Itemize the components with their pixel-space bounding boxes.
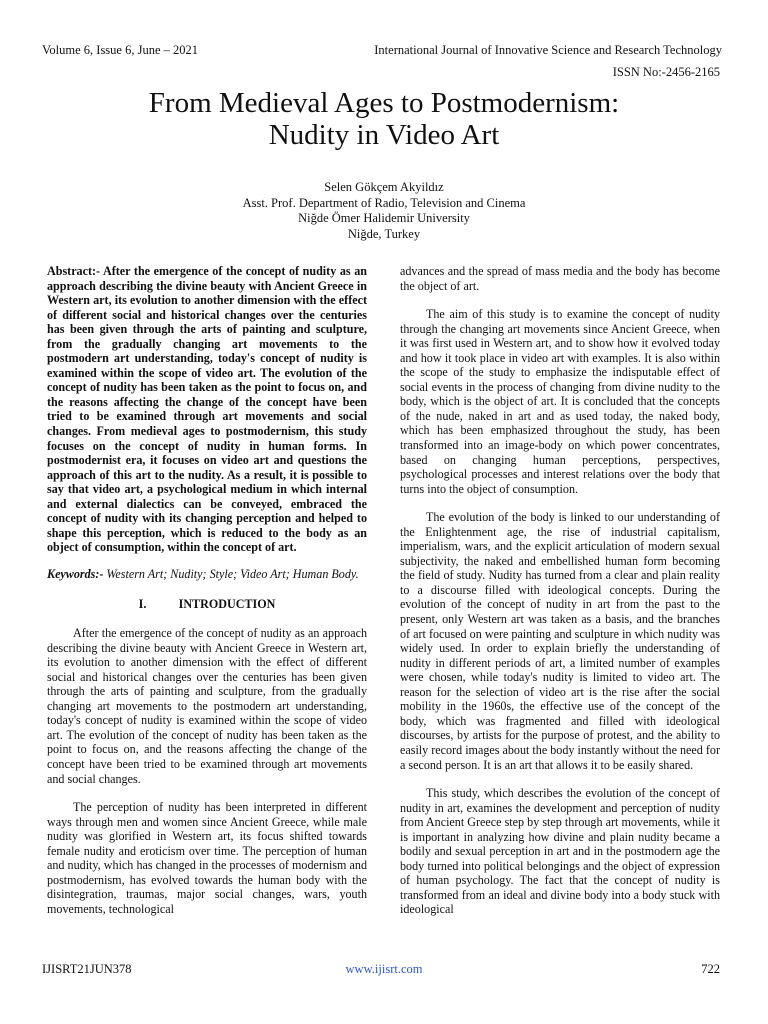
left-column: [47, 264, 367, 916]
journal-volume: Volume 6, Issue 6, June – 2021: [42, 43, 199, 57]
right-column: [400, 264, 720, 917]
keywords: [47, 567, 367, 582]
journal-website-link[interactable]: www.ijisrt.com: [345, 962, 423, 976]
paragraph: The evolution of the body is linked to our understanding of the Enlightenment age, the rise of industrial capitalism, imperialism, wars, and the explicit articulation of modern sexual subjectivity, the naked and embellished human form becoming the field of study. Nudity has turned from a clear and plain reality to a discourse filled with ideological concepts. During the evolution of the concept of nudity in art from the past to the present, only Western art was taken as a basis, and the branches of art focused on were painting and sculpture in which nudity was widely used. In order to explain briefly the understanding of nudity in different periods of art, a limited number of examples were chosen, while today's nudity is limited to video art. The reason for the selection of video art is the rise after the social mobility in the 1960s, the effective use of the concept of the body, which was fragmented and filled with ideological discourses, by artists for the purpose of protest, and the ability to easily record images about the body instantly without the need for a second person. It is an art that allows it to be easily shared.: [400, 510, 720, 772]
keywords-label: Keywords:-: [47, 566, 104, 581]
title-line-1: From Medieval Ages to Postmodernism:: [148, 87, 620, 119]
paragraph: advances and the spread of mass media and the body has become the object of art.: [400, 264, 720, 293]
author-name: Selen Gökçem Akyildız: [324, 180, 444, 194]
page-number: 722: [701, 962, 720, 976]
paper-title: [0, 87, 768, 151]
keywords-text: Western Art; Nudity; Style; Video Art; Human Body.: [103, 566, 359, 581]
issn: ISSN No:-2456-2165: [612, 65, 720, 79]
paper-id: IJISRT21JUN378: [42, 962, 132, 976]
journal-name: International Journal of Innovative Science and Research Technology: [374, 43, 722, 57]
author-position: Asst. Prof. Department of Radio, Television and Cinema: [242, 195, 526, 210]
section-heading: [47, 597, 367, 612]
paragraph: This study, which describes the evolution of the concept of nudity in art, examines the development and perception of nudity from Ancient Greece step by step through art movements, while it is important in analyzing how divine and plain nudity became a bodily and sexual perception in art and in the postmodern age the body turned into political belongings and the object of expression of human psychology. The fact that the concept of nudity is transformed from an ideal and divine body into a body stuck with ideological: [400, 786, 720, 917]
author-block: [0, 180, 768, 242]
paragraph: The aim of this study is to examine the concept of nudity through the changing art movements since Ancient Greece, when it was first used in Western art, and to show how it evolved today and how it took place in video art with examples. It is also within the scope of the study to emphasize the indisputable effect of social events in the process of changing from divine nudity to the body, which is the object of art. It is concluded that the concepts of the nude, naked in art and as used today, the naked body, which has been emphasized throughout the study, has been transformed into an image-body on which power concentrates, based on changing human perceptions, perspectives, psychological processes and interest relations over the body that turns into the object of consumption.: [400, 307, 720, 496]
title-line-2: Nudity in Video Art: [268, 119, 500, 151]
section-title: INTRODUCTION: [178, 597, 276, 612]
paragraph: The perception of nudity has been interpreted in different ways through men and women since Ancient Greece, while male nudity was glorified in Western art, its focus shifted towards female nudity and eroticism over time. The perception of human and nudity, which has changed in the processes of modernism and postmodernism, has evolved towards the human body with the disintegration, traumas, major social changes, wars, youth movements, technological: [47, 800, 367, 916]
author-location: Niğde, Turkey: [347, 226, 421, 241]
paragraph: After the emergence of the concept of nudity as an approach describing the divine beauty with Ancient Greece in Western art, its evolution to another dimension with the effect of different social and historical changes over the centuries has been given through the arts of painting and sculpture, from the gradually changing art movements to the postmodern art understanding, today's concept of nudity is examined within the scope of video art. The evolution of the concept of nudity has been taken as the point to focus on, and the reasons affecting the change of the concept have been tried to be examined through art movements and social changes.: [47, 626, 367, 786]
abstract: Abstract:- After the emergence of the concept of nudity as an approach describing the divine beauty with Ancient Greece in Western art, its evolution to another dimension with the effect of different social and historical changes over the centuries has been given through the arts of painting and sculpture, from the gradually changing art movements to the postmodern art understanding, today's concept of nudity is examined within the scope of video art. The evolution of the concept of nudity has been taken as the point to focus on, and the reasons affecting the change of the concept have been tried to be examined through art movements and social changes. From medieval ages to postmodernism, this study focuses on the concept of nudity in human forms. In postmodernist era, it focuses on video art and questions the approach of this art to the nudity. As a result, it is possible to say that video art, a psychological medium in which internal and external dialectics can be conveyed, embraced the concept of nudity with its changing perception and helped to shape this perception, which is reduced to the body as an object of consumption, within the concept of art.: [47, 264, 367, 555]
section-number: I.: [138, 597, 147, 612]
author-university: Niğde Ömer Halidemir University: [298, 211, 470, 225]
